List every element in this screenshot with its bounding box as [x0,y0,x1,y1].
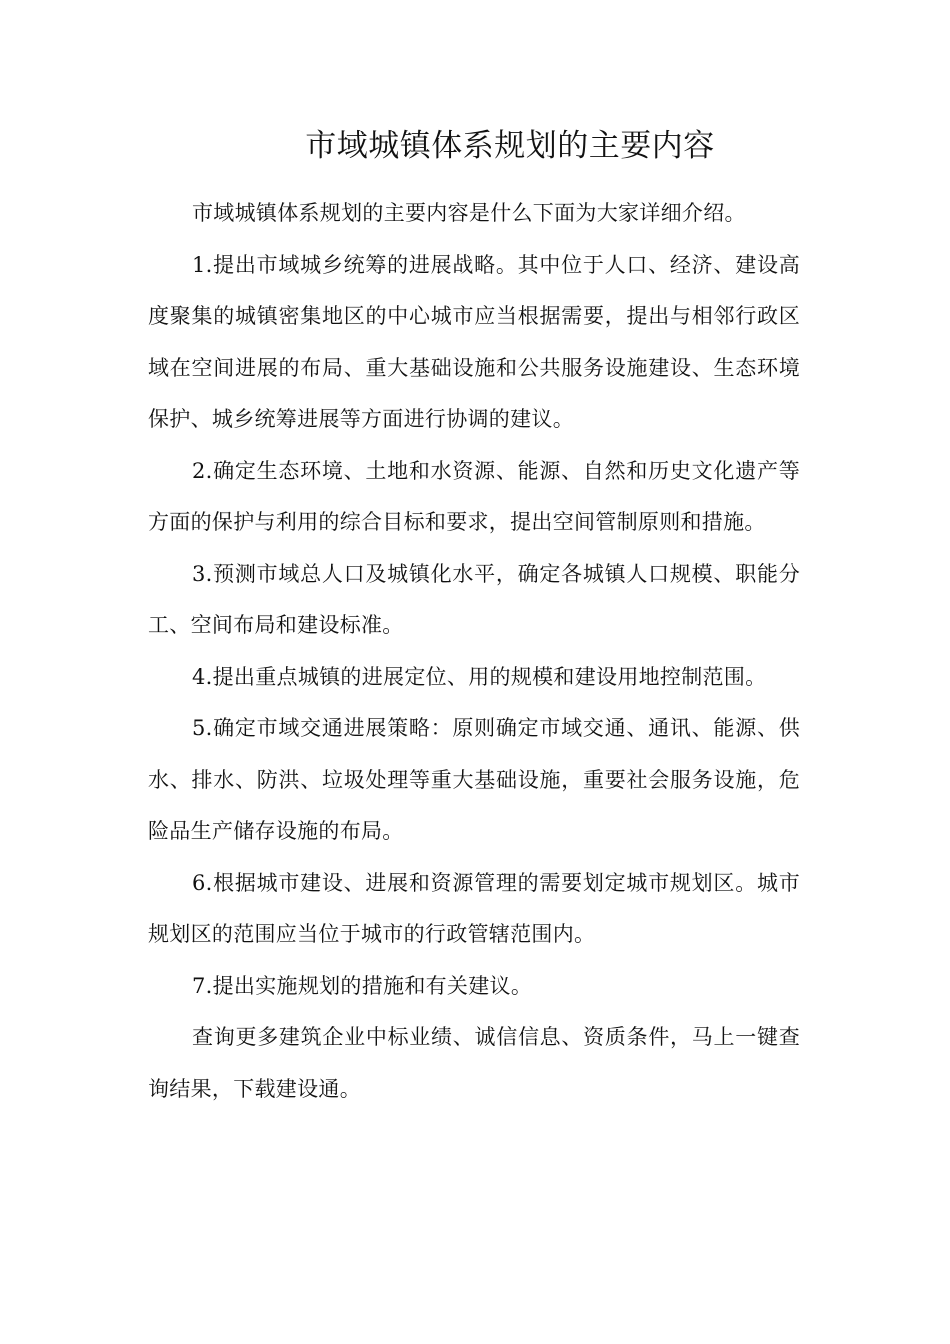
paragraph-item-2: 2.确定生态环境、土地和水资源、能源、自然和历史文化遗产等方面的保护与利用的综合目标和要求，提出空间管制原则和措施。 [148,458,800,534]
paragraph-item-5: 5.确定市域交通进展策略：原则确定市域交通、通讯、能源、供水、排水、防洪、垃圾处理等重大基础设施，重要社会服务设施，危险品生产储存设施的布局。 [148,716,800,843]
paragraph-item-7: 7.提出实施规划的措施和有关建议。 [192,973,533,998]
paragraph-item-1: 1.提出市域城乡统筹的进展战略。其中位于人口、经济、建设高度聚集的城镇密集地区的中心城市应当根据需要，提出与相邻行政区域在空间进展的布局、重大基础设施和公共服务设施建设、生态环境保护、城乡统筹进展等方面进行协调的建议。 [148,252,800,431]
document-body [148,188,800,1115]
paragraph-intro: 市域城镇体系规划的主要内容是什么下面为大家详细介绍。 [192,201,746,225]
paragraph-item-3: 3.预测市域总人口及城镇化水平，确定各城镇人口规模、职能分工、空间布局和建设标准。 [148,561,800,637]
document-title: 市域城镇体系规划的主要内容 [305,128,715,164]
paragraph-item-6: 6.根据城市建设、进展和资源管理的需要划定城市规划区。城市规划区的范围应当位于城市的行政管辖范围内。 [148,870,800,946]
paragraph-closing: 查询更多建筑企业中标业绩、诚信信息、资质条件，马上一键查询结果，下载建设通。 [148,1025,800,1101]
paragraph-item-4: 4.提出重点城镇的进展定位、用的规模和建设用地控制范围。 [192,664,767,689]
